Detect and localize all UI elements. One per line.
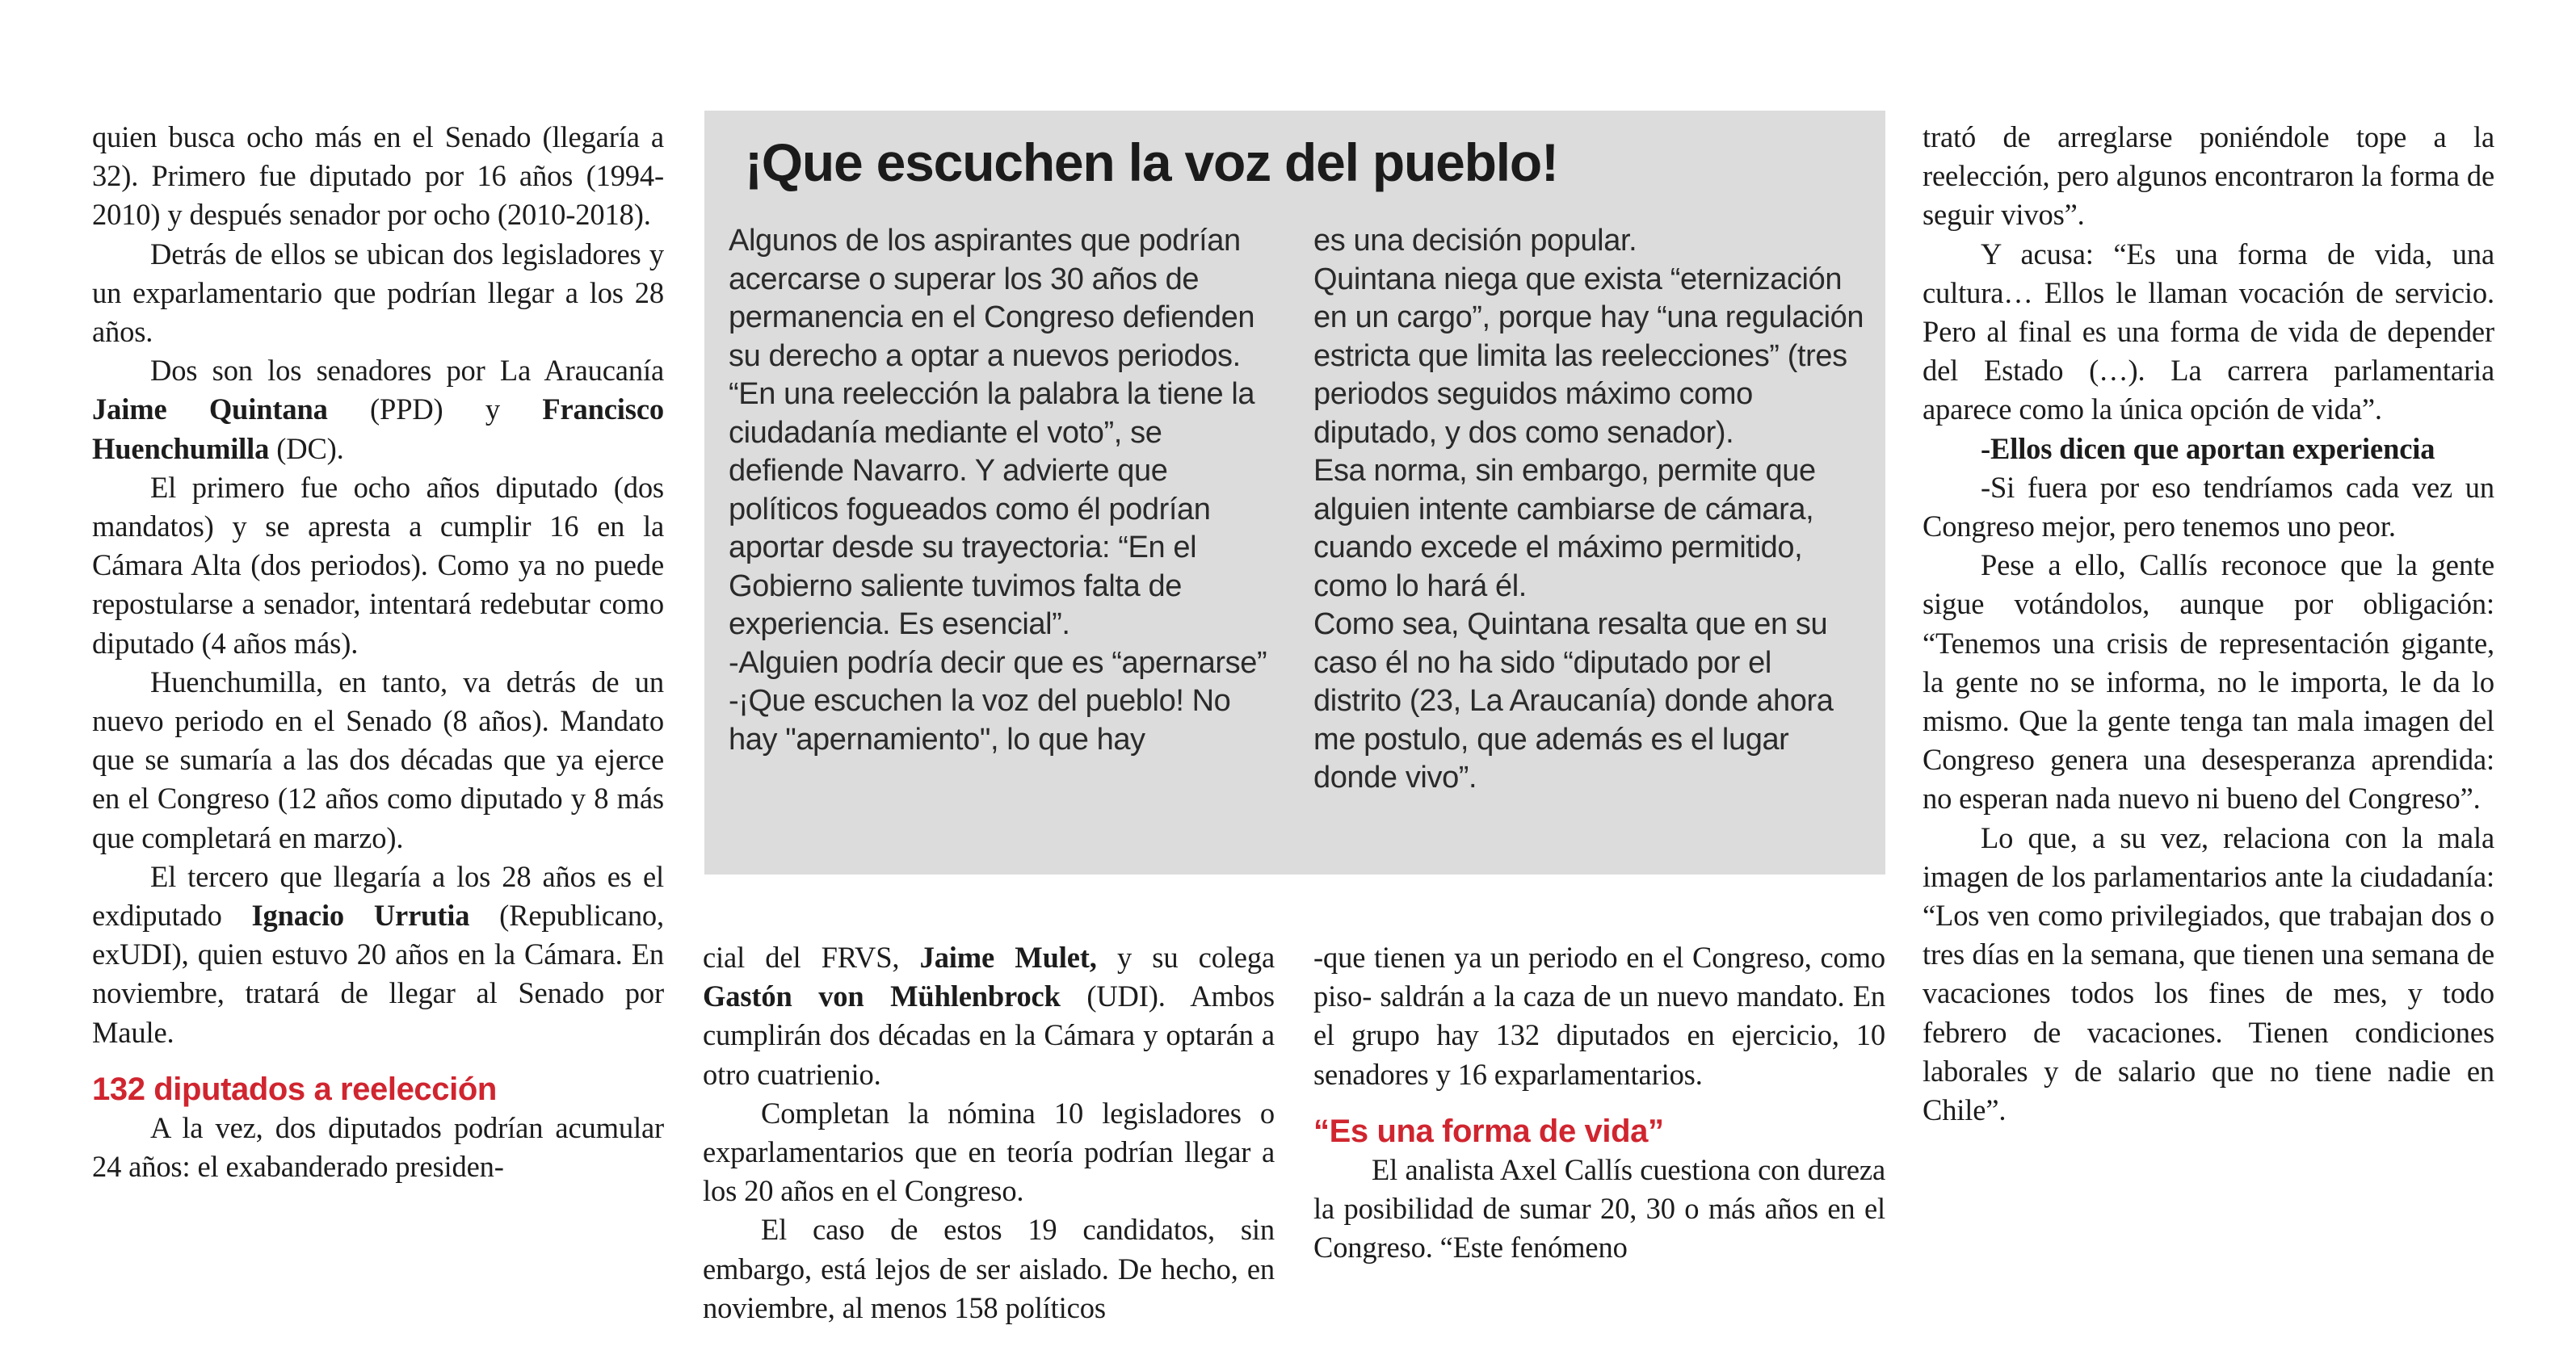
sidebar-paragraph: “En una reelección la palabra la tiene la ciudadanía mediante el voto”, se defiende Navarro. Y advierte que políticos fogueados como él podrían aportar desde su trayectoria: “En el Gobierno saliente tuvimos falta de experiencia. Es esencial”. [729,377,1255,641]
paragraph: Pese a ello, Callís reconoce que la gente sigue votándolos, aunque por obligación: “Tenemos una crisis de representación gigante, la gente no se informa, no le importa, le da lo mismo. Que la gente tenga tan mala imagen del Congreso genera una desesperanza aprendida: no esperan nada nuevo ni bueno del Congreso”. [1923,548,2494,816]
article-column-1 [92,118,664,1186]
sidebar-paragraph: Algunos de los aspirantes que podrían acercarse o superar los 30 años de permanencia en el Congreso defienden su derecho a optar a nuevos periodos. [729,224,1255,373]
sidebar-column-right [1313,222,1866,798]
sidebar-paragraph: Esa norma, sin embargo, permite que alguien intente cambiarse de cámara, cuando excede el máximo permitido, como lo hará él. [1313,454,1816,603]
article-column-3 [1313,938,1885,1267]
paragraph: Y acusa: “Es una forma de vida, una cultura… Ellos le llaman vocación de servicio. Pero al final es una forma de vida de depender del Estado (…). La carrera parlamentaria aparece como la única opción de vida”. [1923,237,2494,426]
paragraph: El caso de estos 19 candidatos, sin embargo, está lejos de ser aislado. De hecho, en noviembre, al menos 158 políticos [703,1213,1275,1324]
quote-sidebar-box [704,111,1885,875]
sidebar-paragraph: Quintana niega que exista “eternización en un cargo”, porque hay “una regulación estricta que limita las reelecciones” (tres periodos seguidos máximo como diputado, y dos como senador). [1313,262,1864,450]
paragraph: A la vez, dos diputados podrían acumular 24 años: el exabanderado presiden- [92,1110,664,1184]
sidebar-paragraph: es una decisión popular. [1313,224,1637,258]
sidebar-paragraph: -¡Que escuchen la voz del pueblo! No hay "apernamiento", lo que hay [729,684,1231,757]
name-highlight: Jaime Mulet, [919,941,1097,974]
sidebar-paragraph: -Alguien podría decir que es “apernarse” [729,645,1267,680]
name-highlight: Francisco Huenchumilla [92,392,665,465]
paragraph: cial del FRVS, Jaime Mulet, y su colega Gastón von Mühlenbrock (UDI). Ambos cumplirán dos décadas en la Cámara y optarán a otro cuatrienio. [703,941,1275,1091]
paragraph: El primero fue ocho años diputado (dos mandatos) y se apresta a cumplir 16 en la Cámara Alta (dos periodos). Como ya no puede repostularse a senador, intentará redebutar como diputado (4 años más). [92,470,664,660]
section-subheading: “Es una forma de vida” [1313,1113,1664,1149]
paragraph: Detrás de ellos se ubican dos legisladores y un exparlamentario que podrían llegar a los 28 años. [92,237,664,349]
paragraph: trató de arreglarse poniéndole tope a la reelección, pero algunos encontraron la forma de seguir vivos”. [1923,120,2494,232]
paragraph: Lo que, a su vez, relaciona con la mala imagen de los parlamentarios ante la ciudadanía: “Los ven como privilegiados, que trabajan dos o tres días en la semana, que tienen una semana de vacaciones todos los fines de mes, y todo febrero de vacaciones. Tienen condiciones laborales y de salario que no tiene nadie en Chile”. [1923,820,2494,1127]
question-paragraph: -Ellos dicen que aportan experiencia [1981,431,2435,465]
paragraph: Completan la nómina 10 legisladores o exparlamentarios que en teoría podrían llegar a los 20 años en el Congreso. [703,1096,1275,1208]
paragraph: El analista Axel Callís cuestiona con dureza la posibilidad de sumar 20, 30 o más años en el Congreso. “Este fenómeno [1313,1152,1885,1265]
article-column-2 [703,938,1275,1328]
sidebar-paragraph: Como sea, Quintana resalta que en su caso él no ha sido “diputado por el distrito (23, La Araucanía) donde ahora me postulo, que además es el lugar donde vivo”. [1313,607,1834,795]
paragraph: quien busca ocho más en el Senado (llegaría a 32). Primero fue diputado por 16 años (1994-2010) y después senador por ocho (2010-2018). [92,120,664,232]
paragraph: Dos son los senadores por La Araucanía Jaime Quintana (PPD) y Francisco Huenchumilla (DC). [92,354,665,465]
section-subheading: 132 diputados a reelección [92,1071,497,1107]
article-column-4 [1923,118,2494,1130]
name-highlight: Ignacio Urrutia [251,899,470,933]
sidebar-title: ¡Que escuchen la voz del pueblo! [745,132,1558,192]
name-highlight: Gastón von Mühlenbrock [703,979,1061,1013]
paragraph: El tercero que llegaría a los 28 años es el exdiputado Ignacio Urrutia (Republicano, exUDI), quien estuvo 20 años en la Cámara. En noviembre, tratará de llegar al Senado por Maule. [92,859,664,1049]
sidebar-column-left [729,222,1281,759]
paragraph: -Si fuera por eso tendríamos cada vez un Congreso mejor, pero tenemos uno peor. [1923,470,2494,543]
name-highlight: Jaime Quintana [92,392,328,426]
paragraph: Huenchumilla, en tanto, va detrás de un nuevo periodo en el Senado (8 años). Mandato que se sumaría a las dos décadas que ya ejerce en el Congreso (12 años como diputado y 8 más que completará en marzo). [92,665,664,854]
paragraph: -que tienen ya un periodo en el Congreso, como piso- saldrán a la caza de un nuevo mandato. En el grupo hay 132 diputados en ejercicio, 10 senadores y 16 exparlamentarios. [1313,941,1885,1091]
